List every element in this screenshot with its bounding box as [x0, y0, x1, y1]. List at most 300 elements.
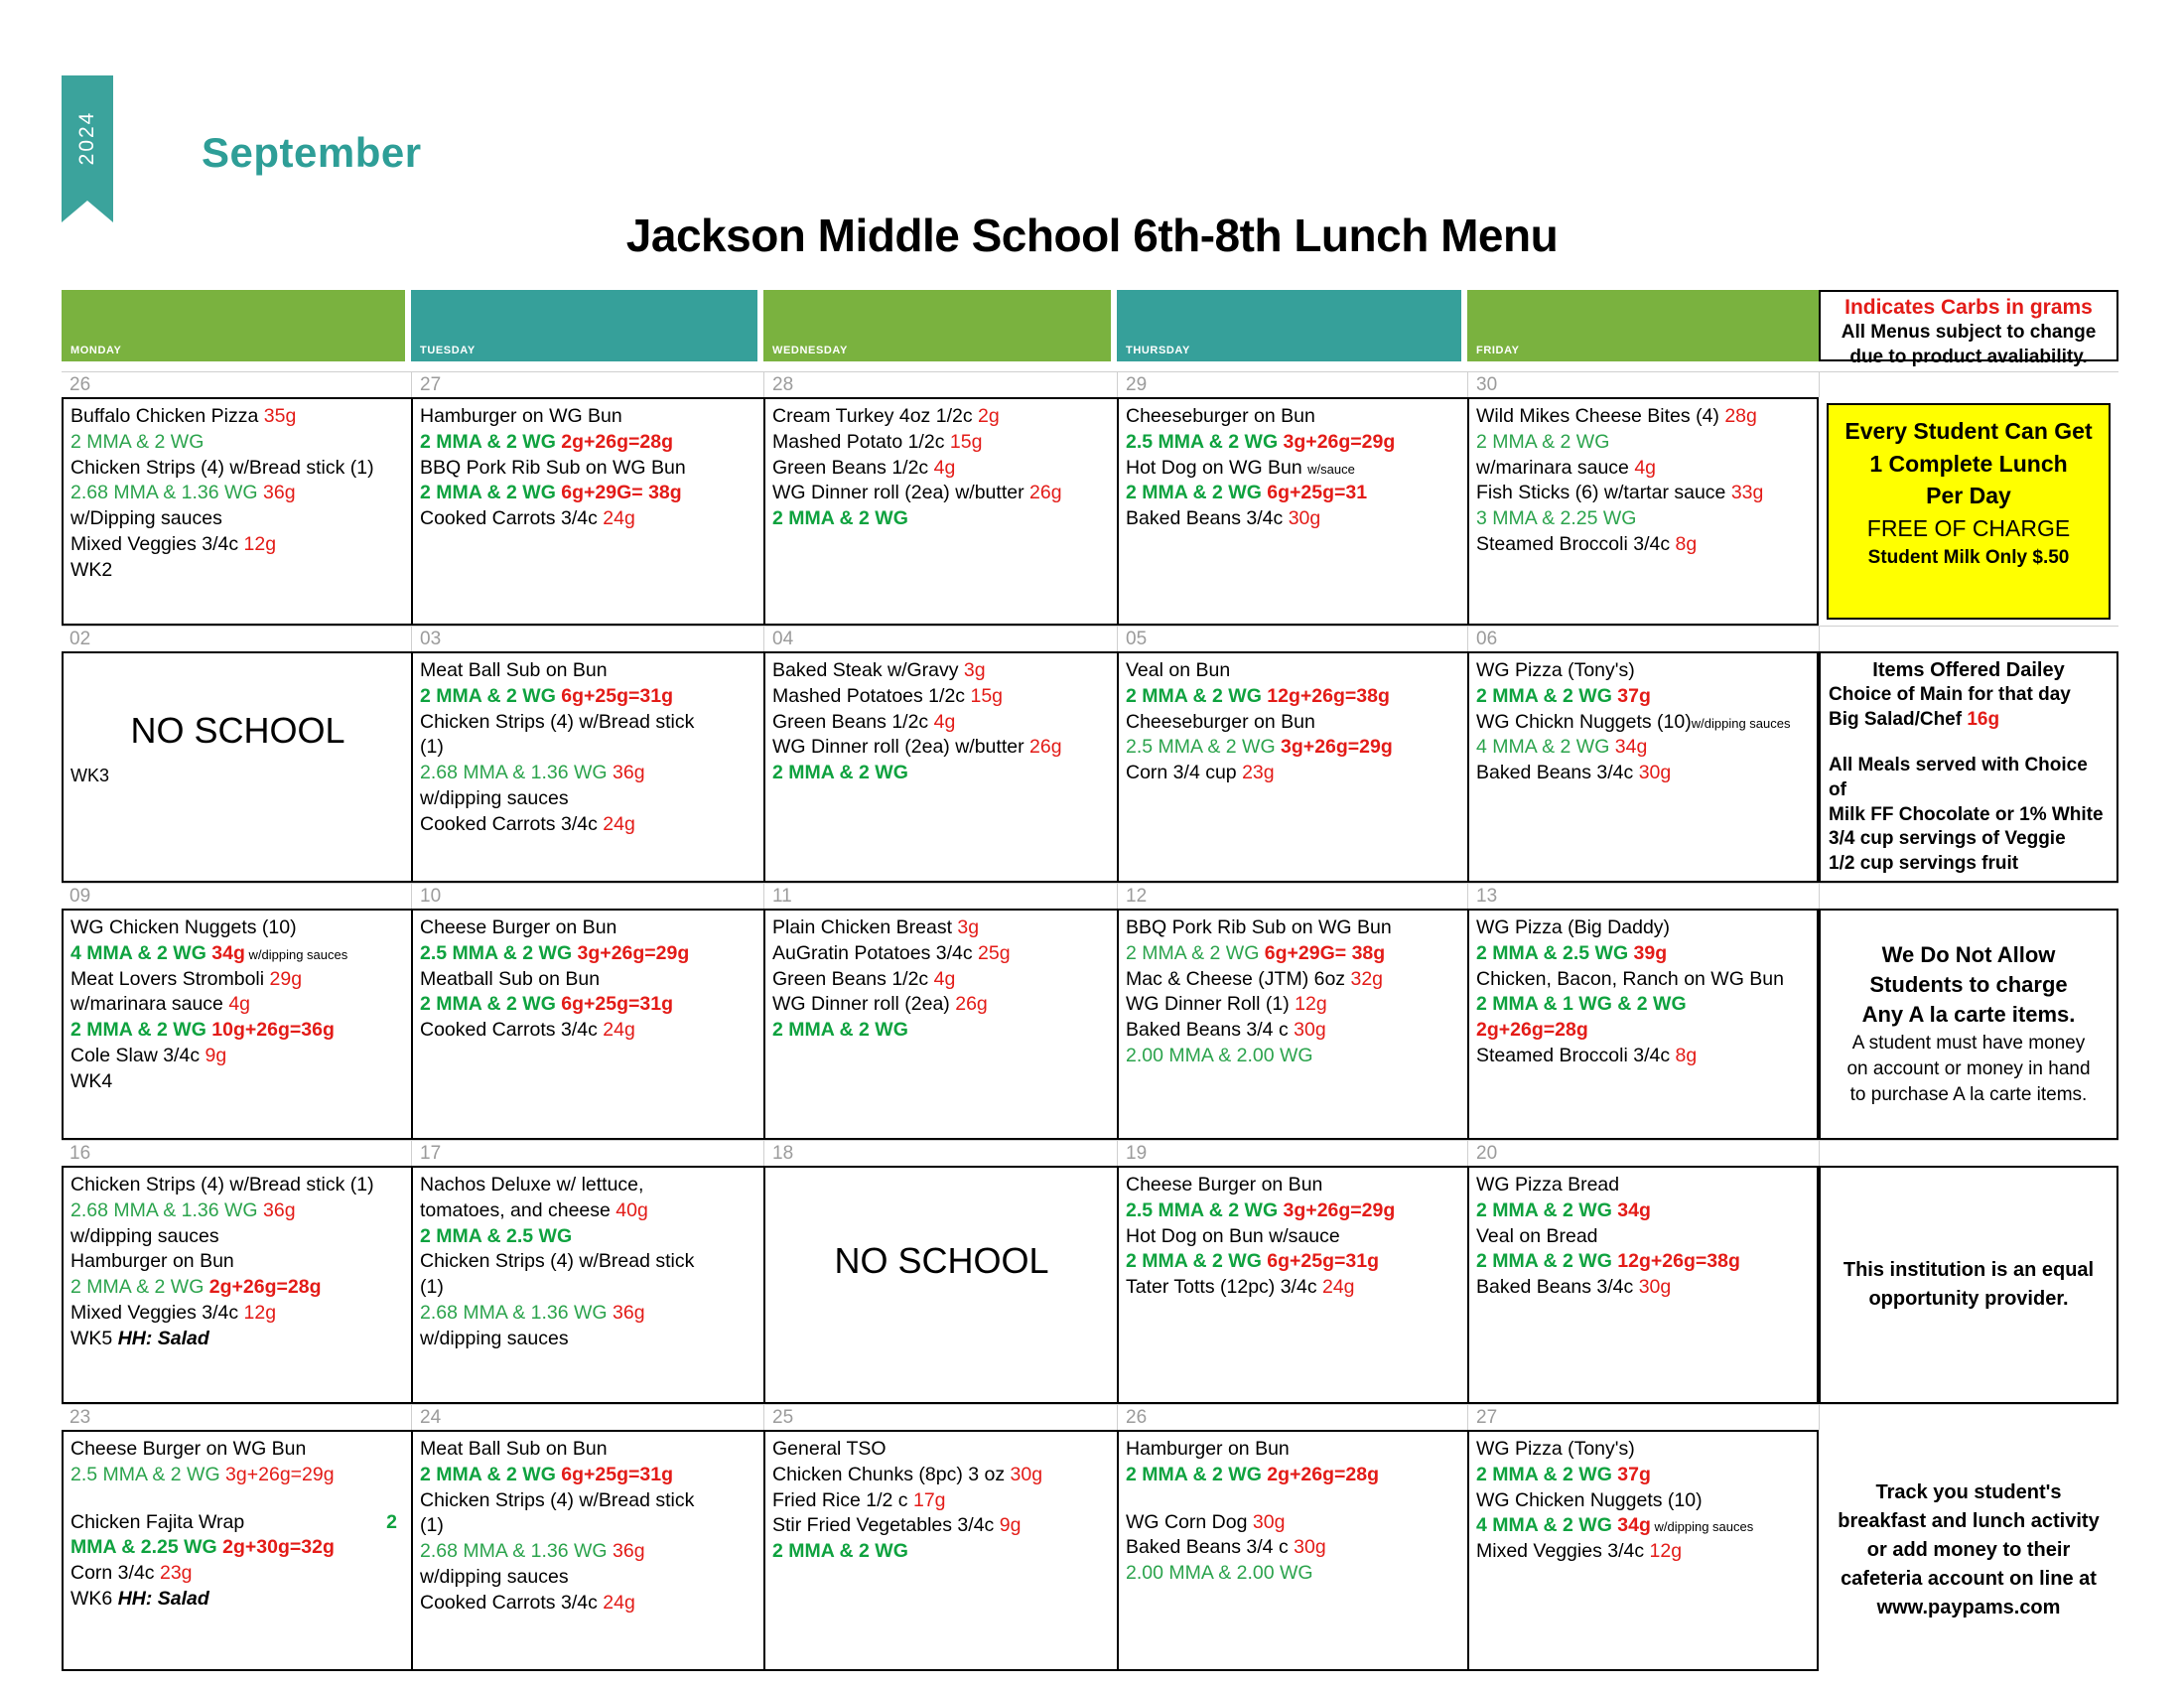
date-number-row	[62, 1140, 2118, 1166]
menu-line-text: 2 MMA & 2 WG	[1476, 684, 1618, 707]
carb-value: 34g	[211, 941, 245, 964]
menu-line-text: 2 MMA & 2 WG	[70, 1276, 209, 1299]
menu-line	[1126, 1173, 1461, 1198]
menu-line	[1126, 1224, 1461, 1250]
menu-line-text: Corn 3/4c	[70, 1562, 160, 1585]
menu-line-right-marker: 2	[386, 1510, 397, 1533]
menu-day-cell[interactable]	[62, 1430, 411, 1671]
page-title: Jackson Middle School 6th-8th Lunch Menu	[625, 210, 1559, 261]
menu-line-text: 2 MMA & 1 WG & 2 WG	[1476, 993, 1687, 1016]
menu-line-text: Steamed Broccoli 3/4c	[1476, 1045, 1676, 1067]
menu-line	[70, 558, 405, 584]
menu-line	[420, 941, 757, 967]
carb-value: 24g	[603, 1591, 635, 1614]
carb-value: 6g+25g=31g	[561, 1463, 674, 1485]
menu-line-text: 2.68 MMA & 1.36 WG	[420, 762, 613, 784]
date-number-cell	[411, 626, 763, 651]
menu-line	[70, 404, 405, 430]
daily-panel-spacer	[1829, 732, 2109, 754]
menu-line-note: HH: Salad	[117, 1327, 209, 1349]
menu-line	[772, 1437, 1111, 1463]
menu-line-text: Cooked Carrots 3/4c	[420, 507, 604, 530]
menu-line-text: 2 MMA & 2 WG	[772, 1019, 908, 1042]
menu-line	[1126, 1044, 1461, 1069]
carb-value: 17g	[912, 1488, 946, 1511]
paypams-line: Track you student's	[1875, 1481, 2062, 1503]
menu-day-cell[interactable]	[1117, 651, 1467, 883]
menu-line-text: Green Beans 1/2c	[772, 967, 934, 990]
menu-line-text: 4 MMA & 2 WG	[1476, 1514, 1618, 1537]
menu-line	[420, 1249, 757, 1275]
menu-line-text: Chicken Strips (4) w/Bread stick	[420, 1250, 695, 1273]
menu-line	[772, 915, 1111, 941]
menu-day-cell[interactable]	[1117, 397, 1467, 626]
carb-value: 6g+25g=31	[1267, 482, 1368, 504]
menu-day-cell[interactable]	[62, 1166, 411, 1404]
carb-value: 2g+30g=32g	[222, 1536, 335, 1559]
no-school-label: NO SCHOOL	[130, 710, 345, 751]
date-number: 09	[69, 886, 91, 907]
menu-line	[70, 506, 405, 532]
menu-day-cell[interactable]	[1467, 1166, 1819, 1404]
date-number-cell	[763, 1140, 1117, 1166]
menu-line	[772, 1018, 1111, 1044]
menu-line	[420, 1173, 757, 1198]
menu-line-text: w/dipping sauces	[420, 1327, 569, 1349]
menu-line	[1476, 1018, 1811, 1044]
menu-line-text: w/marinara sauce	[70, 993, 229, 1016]
menu-line-text: Meat Lovers Stromboli	[70, 967, 270, 990]
carb-value: 6g+25g=31g	[1267, 1250, 1380, 1273]
menu-line-text: 2 MMA & 2 WG	[420, 684, 562, 707]
carb-value: 4g	[933, 456, 956, 479]
carb-value: 6g+29G= 38g	[1264, 941, 1386, 964]
carb-value: 34g	[1617, 1514, 1651, 1537]
menu-line-text: Cream Turkey 4oz 1/2c	[772, 405, 978, 427]
date-number-cell	[1467, 883, 1819, 909]
menu-line	[1126, 1561, 1461, 1587]
menu-line-text: tomatoes, and cheese	[420, 1198, 616, 1221]
menu-line-text: WG Dinner Roll (1)	[1126, 993, 1296, 1016]
menu-line-text: Chicken, Bacon, Ranch on WG Bun	[1476, 967, 1784, 990]
menu-line-text: 2 MMA & 2 WG	[1126, 941, 1265, 964]
carb-value: 30g	[1638, 762, 1672, 784]
menu-line-text: WG Dinner roll (2ea)	[772, 993, 956, 1016]
date-number: 17	[420, 1143, 442, 1164]
date-number: 10	[420, 886, 442, 907]
menu-line	[70, 1249, 405, 1275]
carb-value: 12g	[1295, 993, 1327, 1016]
menu-line	[1476, 456, 1811, 482]
menu-day-cell[interactable]	[1117, 1166, 1467, 1404]
menu-day-cell[interactable]	[62, 651, 411, 883]
carb-value: 4g	[933, 967, 956, 990]
date-number: 02	[69, 629, 91, 649]
menu-line	[1476, 532, 1811, 558]
date-number-cell	[1467, 1140, 1819, 1166]
carb-value: 23g	[159, 1562, 193, 1585]
free-lunch-line: Student Milk Only $.50	[1867, 546, 2070, 568]
day-header-label: TUESDAY	[420, 345, 476, 356]
year-ribbon	[62, 75, 113, 201]
equal-opportunity-line: opportunity provider.	[1868, 1288, 2069, 1310]
date-number: 12	[1126, 886, 1148, 907]
menu-line	[1126, 658, 1461, 684]
menu-line-text: 2.68 MMA & 1.36 WG	[420, 1302, 613, 1325]
carb-value: 34g	[1614, 736, 1648, 759]
carb-value: 26g	[1029, 482, 1062, 504]
menu-line-text: Baked Steak w/Gravy	[772, 659, 964, 681]
menu-line-text: Meatball Sub on Bun	[420, 967, 601, 990]
menu-line	[1476, 1513, 1811, 1539]
menu-line-text: Cheeseburger on Bun	[1126, 710, 1315, 733]
equal-opportunity-panel	[1819, 1166, 2118, 1404]
menu-line-text: 2 MMA & 2.5 WG	[420, 1224, 573, 1247]
menu-line-text: 2.00 MMA & 2.00 WG	[1126, 1562, 1313, 1585]
menu-line-text: 2 MMA & 2 WG	[772, 762, 908, 784]
menu-line	[1476, 658, 1811, 684]
menu-line-text: 2 MMA & 2 WG	[772, 1540, 908, 1563]
menu-line-text: (1)	[420, 1276, 444, 1299]
date-number: 05	[1126, 629, 1148, 649]
daily-panel-line: 1/2 cup servings fruit	[1829, 853, 2019, 875]
carb-value: 37g	[1617, 684, 1651, 707]
menu-line	[70, 1463, 405, 1488]
carb-value: 30g	[1294, 1536, 1326, 1559]
menu-line-text: Hamburger on Bun	[1126, 1438, 1290, 1460]
carb-value: 3g	[957, 916, 980, 938]
menu-line-text: BBQ Pork Rib Sub on WG Bun	[420, 456, 686, 479]
menu-line-text: 2 MMA & 2 WG	[420, 430, 562, 453]
menu-line-text: 2.5 MMA & 2 WG	[1126, 1198, 1284, 1221]
a-la-carte-line: A student must have money	[1851, 1032, 2086, 1054]
paypams-line: or add money to their	[1866, 1539, 2071, 1561]
date-number-cell	[411, 883, 763, 909]
menu-day-cell[interactable]	[1467, 651, 1819, 883]
menu-day-cell[interactable]	[1117, 1430, 1467, 1671]
carb-value: 3g+26g=29g	[225, 1463, 335, 1485]
free-lunch-highlight	[1827, 403, 2111, 620]
menu-line	[70, 1510, 405, 1536]
menu-line-text: Fried Rice 1/2 c	[772, 1488, 913, 1511]
date-number-spacer	[1819, 626, 2118, 651]
menu-line-subnote: w/dipping sauces	[1691, 715, 1791, 731]
date-number-cell	[62, 371, 411, 397]
date-number-cell	[1467, 1404, 1819, 1430]
menu-line-text: 2.5 MMA & 2 WG	[70, 1463, 226, 1485]
carb-value: 36g	[613, 1302, 645, 1325]
menu-line-text: 2.68 MMA & 1.36 WG	[420, 1540, 613, 1563]
menu-line-text: Mac & Cheese (JTM) 6oz	[1126, 967, 1351, 990]
menu-line	[420, 1327, 757, 1352]
menu-day-cell[interactable]	[411, 909, 763, 1140]
date-number: 30	[1476, 374, 1498, 395]
date-number-row	[62, 626, 2118, 651]
menu-line	[1476, 1173, 1811, 1198]
menu-line-text: 2 MMA & 2 WG	[772, 507, 908, 530]
menu-line-text: Tater Totts (12pc) 3/4c	[1126, 1276, 1322, 1299]
menu-line	[70, 992, 405, 1018]
menu-line	[420, 1275, 757, 1301]
date-number: 27	[420, 374, 442, 395]
menu-day-cell[interactable]	[62, 909, 411, 1140]
menu-day-cell[interactable]	[62, 397, 411, 626]
menu-line	[70, 1275, 405, 1301]
carb-value: 29g	[269, 967, 303, 990]
menu-line	[420, 481, 757, 506]
menu-line-text: Veal on Bun	[1126, 659, 1231, 681]
date-number-row	[62, 1404, 2118, 1430]
date-number-spacer	[1819, 371, 2118, 397]
day-header-label: THURSDAY	[1126, 345, 1190, 356]
paypams-line: breakfast and lunch activity	[1838, 1510, 2100, 1532]
date-number-cell	[62, 626, 411, 651]
date-number-row	[62, 371, 2118, 397]
carb-value: 33g	[1730, 482, 1764, 504]
carb-note-line2: due to product avaliability.	[1849, 347, 2088, 368]
menu-line	[70, 1437, 405, 1463]
menu-line	[420, 735, 757, 761]
free-lunch-line: Per Day	[1926, 483, 2011, 509]
menu-line	[1476, 710, 1811, 736]
carb-value: 28g	[1724, 405, 1757, 427]
calendar-grid	[62, 290, 2118, 1671]
menu-line-text: Meat Ball Sub on Bun	[420, 1438, 608, 1460]
menu-line	[1476, 684, 1811, 710]
menu-line	[1126, 1018, 1461, 1044]
no-school-label: NO SCHOOL	[834, 1240, 1049, 1281]
menu-line-text: 2.00 MMA & 2.00 WG	[1126, 1045, 1313, 1067]
menu-line	[70, 1198, 405, 1224]
month-label: September	[202, 129, 422, 176]
week-code-label: WK3	[70, 766, 110, 785]
menu-line-text: Hot Dog on Bun w/sauce	[1126, 1224, 1340, 1247]
menu-line-text: Baked Beans 3/4 c	[1126, 1536, 1295, 1559]
menu-line-text: 2 MMA & 2 WG	[1126, 1463, 1268, 1485]
date-number-cell	[411, 1404, 763, 1430]
menu-day-cell[interactable]	[411, 651, 763, 883]
day-header-thursday	[1117, 290, 1461, 361]
menu-line-text: 3 MMA & 2.25 WG	[1476, 507, 1637, 530]
menu-line	[420, 915, 757, 941]
menu-line	[772, 684, 1111, 710]
menu-line	[772, 992, 1111, 1018]
date-number-cell	[1467, 371, 1819, 397]
menu-line-text: Cole Slaw 3/4c	[70, 1045, 205, 1067]
date-number-cell	[1117, 1404, 1467, 1430]
menu-day-cell[interactable]	[1117, 909, 1467, 1140]
carb-value: 40g	[615, 1198, 648, 1221]
calendar-week-row	[62, 1166, 2118, 1404]
date-number-cell	[62, 883, 411, 909]
carb-value: 4g	[1634, 456, 1657, 479]
menu-line	[1126, 1535, 1461, 1561]
date-number-cell	[1117, 883, 1467, 909]
menu-line	[1476, 1275, 1811, 1301]
menu-line	[70, 1301, 405, 1327]
menu-line-text: 2 MMA & 2 WG	[420, 482, 562, 504]
menu-line-text: Chicken Strips (4) w/Bread stick (1)	[70, 456, 374, 479]
menu-line	[70, 1587, 405, 1613]
menu-line	[70, 967, 405, 993]
menu-line	[1476, 481, 1811, 506]
free-lunch-line: 1 Complete Lunch	[1869, 450, 2068, 477]
menu-day-cell[interactable]	[763, 397, 1117, 626]
a-la-carte-line: to purchase A la carte items.	[1849, 1084, 2088, 1106]
menu-day-cell[interactable]	[763, 1166, 1117, 1404]
date-number: 26	[1126, 1407, 1148, 1428]
carb-value: 36g	[263, 482, 296, 504]
daily-panel-line: Milk FF Chocolate or 1% White	[1829, 803, 2104, 825]
carb-value: 30g	[1294, 1019, 1326, 1042]
menu-line-text: WG Pizza (Big Daddy)	[1476, 916, 1671, 938]
menu-line-subnote: w/dipping sauces	[244, 946, 348, 962]
menu-line	[70, 1488, 405, 1510]
equal-opportunity-content	[1829, 1174, 2109, 1396]
menu-line-text: Buffalo Chicken Pizza	[70, 405, 264, 427]
daily-panel-line: Choice of Main for that day	[1829, 684, 2071, 705]
menu-line	[70, 1044, 405, 1069]
menu-line-text: 2g+26g=28g	[1476, 1019, 1588, 1042]
carb-value: 30g	[1252, 1510, 1286, 1533]
date-number-cell	[411, 371, 763, 397]
menu-line-text: MMA & 2.25 WG	[70, 1536, 223, 1559]
date-number-cell	[763, 371, 1117, 397]
menu-line	[772, 430, 1111, 456]
menu-line-text: WG Chickn Nuggets (10)	[1476, 710, 1692, 733]
date-number-cell	[62, 1404, 411, 1430]
menu-day-cell[interactable]	[411, 397, 763, 626]
day-header-tuesday	[411, 290, 757, 361]
menu-line-text: Chicken Chunks (8pc) 3 oz	[772, 1463, 1011, 1485]
menu-line	[772, 710, 1111, 736]
menu-line	[772, 1539, 1111, 1565]
daily-salad-label: Big Salad/Chef	[1829, 708, 1968, 730]
menu-day-cell[interactable]	[763, 1430, 1117, 1671]
menu-day-cell[interactable]	[1467, 1430, 1819, 1671]
menu-day-cell[interactable]	[1467, 397, 1819, 626]
day-header-label: MONDAY	[70, 345, 122, 356]
menu-line	[420, 710, 757, 736]
menu-line-text: Baked Beans 3/4c	[1476, 1276, 1639, 1299]
menu-line-text: Cheese Burger on WG Bun	[70, 1438, 307, 1460]
menu-line-text: Cheese Burger on Bun	[1126, 1174, 1323, 1196]
paypams-line: cafeteria account on line at	[1841, 1568, 2097, 1590]
date-number: 29	[1126, 374, 1148, 395]
a-la-carte-content	[1829, 916, 2109, 1132]
menu-line	[420, 1437, 757, 1463]
paypams-panel	[1819, 1430, 2118, 1671]
date-number-cell	[763, 883, 1117, 909]
menu-line-text: Mixed Veggies 3/4c	[70, 533, 244, 556]
carb-value: 9g	[205, 1045, 227, 1067]
carb-value: 12g	[243, 1302, 277, 1325]
carb-value: 36g	[263, 1198, 296, 1221]
menu-line-text: 2 MMA & 2.5 WG	[1476, 941, 1634, 964]
carb-value: 12g	[243, 533, 277, 556]
menu-line	[1476, 404, 1811, 430]
menu-line	[420, 1565, 757, 1591]
date-number-spacer	[1819, 1140, 2118, 1166]
date-number-cell	[763, 626, 1117, 651]
menu-line	[1126, 1198, 1461, 1224]
carb-value: 24g	[603, 507, 635, 530]
menu-line	[1126, 430, 1461, 456]
menu-line-subnote: w/sauce	[1307, 461, 1355, 477]
menu-line	[1476, 992, 1811, 1018]
menu-line	[420, 761, 757, 786]
date-number-spacer	[1819, 1404, 2118, 1430]
menu-line	[772, 735, 1111, 761]
menu-day-cell[interactable]	[411, 1430, 763, 1671]
carb-value: 36g	[613, 762, 645, 784]
carb-value: 2g+26g=28g	[208, 1276, 322, 1299]
menu-line-text: 2 MMA & 2 WG	[70, 430, 205, 453]
menu-line-text: Steamed Broccoli 3/4c	[1476, 533, 1676, 556]
menu-line-text: Chicken Strips (4) w/Bread stick	[420, 710, 695, 733]
menu-line	[1476, 1198, 1811, 1224]
menu-line-text: Mashed Potato 1/2c	[772, 430, 950, 453]
a-la-carte-line: on account or money in hand	[1846, 1057, 2091, 1079]
menu-line	[1126, 456, 1461, 482]
menu-line	[1126, 992, 1461, 1018]
menu-day-cell[interactable]	[763, 651, 1117, 883]
menu-day-cell[interactable]	[1467, 909, 1819, 1140]
menu-line	[1126, 941, 1461, 967]
daily-panel-line: 3/4 cup servings of Veggie	[1829, 828, 2066, 850]
calendar-body	[62, 371, 2118, 1671]
menu-line	[772, 1463, 1111, 1488]
menu-line-text: Cheeseburger on Bun	[1126, 405, 1315, 427]
carb-value: 16g	[1967, 708, 2000, 730]
menu-line-text: 2 MMA & 2 WG	[1476, 1463, 1618, 1485]
menu-line-text: 2 MMA & 2 WG	[1126, 482, 1268, 504]
menu-line	[1476, 967, 1811, 993]
menu-line-text: w/dipping sauces	[420, 787, 569, 810]
carb-value: 15g	[949, 430, 983, 453]
day-header-label: FRIDAY	[1476, 345, 1520, 356]
menu-line-text: w/dipping sauces	[420, 1566, 569, 1589]
menu-line	[420, 658, 757, 684]
daily-panel-salad-line	[1829, 708, 2109, 733]
carb-value: 3g+26g=29g	[577, 941, 690, 964]
menu-line-text: 2.5 MMA & 2 WG	[1126, 430, 1284, 453]
day-header-wednesday	[763, 290, 1111, 361]
menu-line-text: 2 MMA & 2 WG	[1126, 684, 1268, 707]
menu-line	[420, 992, 757, 1018]
daily-panel-line: All Meals served with Choice of	[1829, 755, 2088, 801]
menu-line-text: 4 MMA & 2 WG	[1476, 736, 1615, 759]
menu-line	[70, 1224, 405, 1250]
date-number-cell	[763, 1404, 1117, 1430]
items-offered-daily-panel	[1819, 651, 2118, 883]
menu-line-text: Hamburger on Bun	[70, 1250, 234, 1273]
free-lunch-panel	[1819, 397, 2118, 626]
menu-line	[772, 404, 1111, 430]
menu-line	[772, 481, 1111, 506]
menu-line	[70, 456, 405, 482]
carb-value: 3g	[963, 659, 986, 681]
carb-value: 8g	[1675, 533, 1698, 556]
date-number: 13	[1476, 886, 1498, 907]
menu-line	[1126, 481, 1461, 506]
menu-day-cell[interactable]	[411, 1166, 763, 1404]
menu-line-text: Chicken Fajita Wrap	[70, 1510, 245, 1533]
menu-day-cell[interactable]	[763, 909, 1117, 1140]
menu-line-text: Meat Ball Sub on Bun	[420, 659, 608, 681]
carb-value: 24g	[1321, 1276, 1355, 1299]
menu-line	[70, 481, 405, 506]
